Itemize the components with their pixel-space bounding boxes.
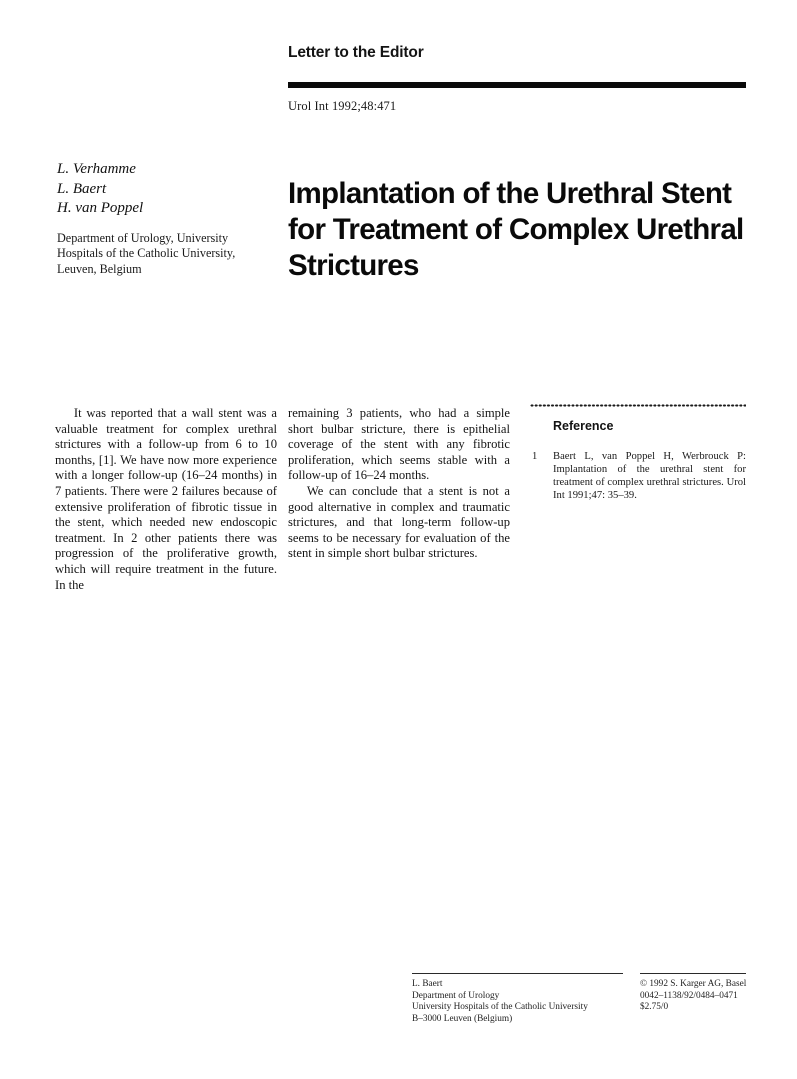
correspondence-line: B–3000 Leuven (Belgium)	[412, 1013, 513, 1024]
body-paragraph: We can conclude that a stent is not a good alternative in complex and traumatic strictures, and that long-term follow-up seems to be necessary for evaluation of the stent in simple short bulbar strictures.	[288, 483, 510, 561]
body-paragraph: remaining 3 patients, who had a simple short bulbar stricture, there is epithelial coverage of the stent with any fibrotic proliferation, which seems stable with a follow-up of 16–24 months.	[288, 406, 510, 483]
footer-rule-right	[640, 973, 746, 974]
affiliation-line: Hospitals of the Catholic University,	[57, 246, 236, 260]
body-column-2	[288, 406, 510, 562]
author-name: H. van Poppel	[57, 200, 144, 216]
journal-citation: Urol Int 1992;48:471	[288, 99, 397, 113]
footer-rule-left	[412, 973, 623, 974]
reference-text: Baert L, van Poppel H, Werbrouck P: Implantation of the urethral stent for treatment of complex urethral strictures. Urol Int 1991;47: 35–39.	[553, 451, 746, 502]
header-rule	[288, 82, 746, 88]
copyright-block	[640, 973, 746, 1014]
copyright-line: © 1992 S. Karger AG, Basel	[640, 979, 747, 989]
body-column-1	[55, 406, 277, 593]
dotted-divider	[530, 404, 746, 407]
affiliation-line: Leuven, Belgium	[57, 261, 142, 276]
reference-heading: Reference	[553, 419, 614, 433]
correspondence-text	[412, 979, 623, 1025]
correspondence-line: University Hospitals of the Catholic University	[412, 1002, 588, 1013]
correspondence-line: L. Baert	[412, 979, 443, 989]
copyright-text	[640, 979, 746, 1014]
reference-list	[530, 450, 746, 502]
correspondence-block	[412, 973, 623, 1025]
reference-marker: 1	[532, 451, 538, 462]
copyright-line: $2.75/0	[640, 1002, 669, 1013]
page-title: Implantation of the Urethral Stent for Treatment of Complex Urethral Strictures	[288, 176, 744, 282]
author-name: L. Baert	[57, 180, 107, 197]
correspondence-line: Department of Urology	[412, 990, 500, 1001]
author-block	[57, 160, 267, 277]
affiliation-line: Department of Urology, University	[57, 230, 229, 245]
copyright-line: 0042–1138/92/0484–0471	[640, 990, 738, 1001]
body-paragraph: It was reported that a wall stent was a valuable treatment for complex urethral strictures with a follow-up from 6 to 10 months, [1]. We have now more experience with a longer follow-up (16–24 months) in 7 patients. There were 2 failures because of extensive proliferation of fibrotic tissue in the stent, which needed new endoscopic treatment. In 2 other patients there was progression of the proliferative growth, which will require treatment in the future. In the	[55, 406, 277, 592]
affiliation	[57, 231, 267, 278]
author-name: L. Verhamme	[57, 161, 136, 177]
reference-column	[530, 404, 746, 502]
reference-item	[530, 450, 746, 502]
running-head: Letter to the Editor	[288, 44, 424, 61]
